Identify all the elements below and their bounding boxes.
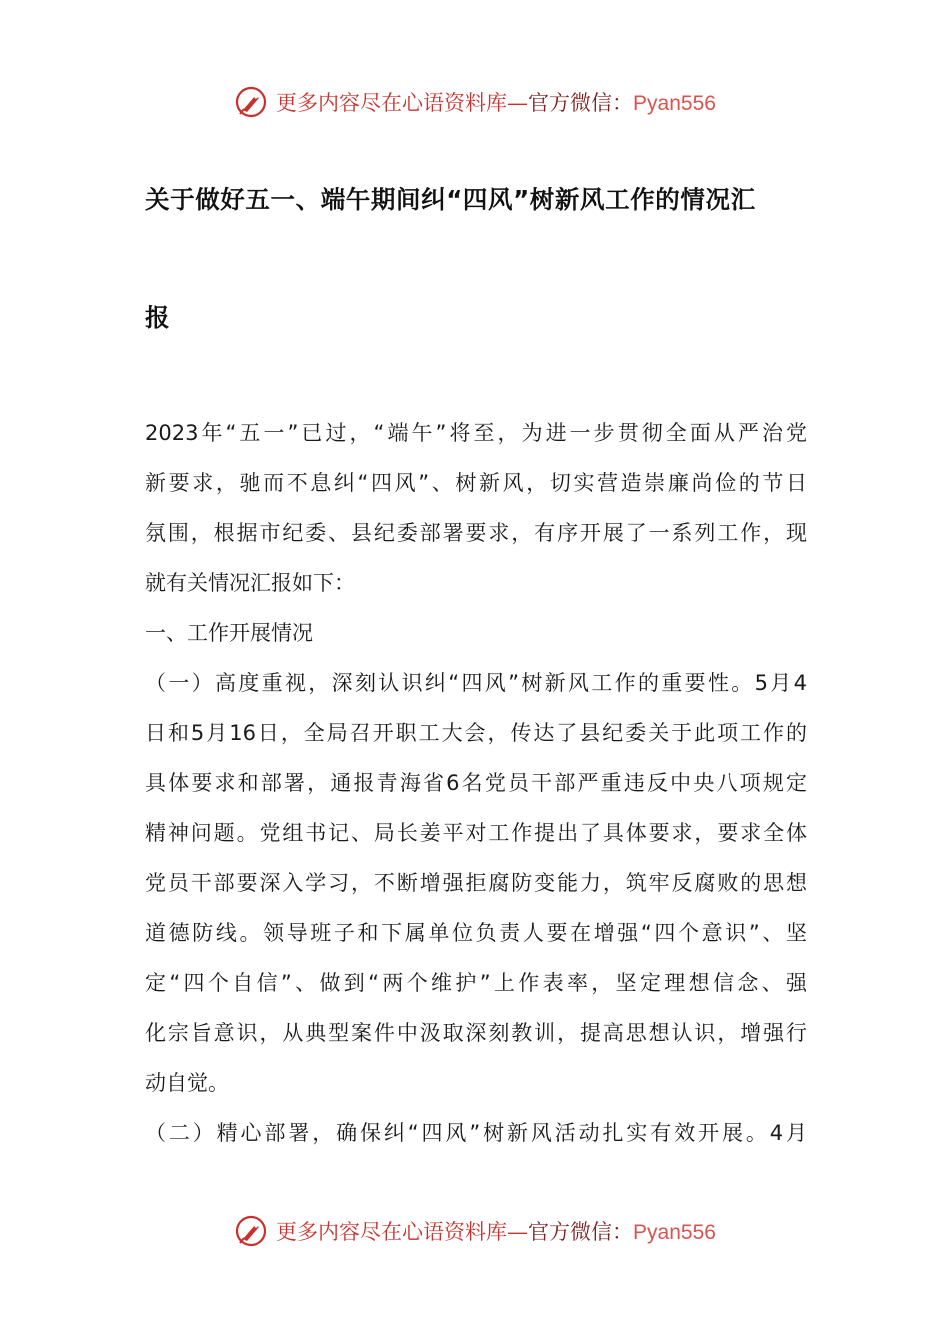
watermark-wechat-id: Pyan556 bbox=[633, 92, 716, 115]
body-line: 氛围，根据市纪委、县纪委部署要求，有序开展了一系列工作，现 bbox=[145, 521, 807, 545]
header-watermark bbox=[0, 82, 950, 122]
document-title-line-2: 报 bbox=[145, 303, 170, 332]
watermark-official-label: 官方微信： bbox=[528, 91, 634, 115]
body-line: 就有关情况汇报如下： bbox=[145, 571, 355, 595]
body-line: 日和5月16日，全局召开职工大会，传达了县纪委关于此项工作的 bbox=[145, 721, 807, 745]
pen-nib-logo-icon bbox=[234, 1214, 268, 1248]
body-line: 道德防线。领导班子和下属单位负责人要在增强“四个意识”、坚 bbox=[145, 921, 807, 945]
watermark-dash: — bbox=[507, 1220, 529, 1244]
watermark-official-label: 官方微信： bbox=[528, 1220, 634, 1244]
watermark-brand: 更多内容尽在心语资料库 bbox=[276, 1220, 508, 1244]
body-line: 具体要求和部署，通报青海省6名党员干部严重违反中央八项规定 bbox=[145, 771, 807, 795]
section-heading: 一、工作开展情况 bbox=[145, 621, 313, 645]
body-line: （一）高度重视，深刻认识纠“四风”树新风工作的重要性。5月4 bbox=[145, 671, 807, 695]
footer-watermark bbox=[0, 1211, 950, 1251]
watermark-brand: 更多内容尽在心语资料库 bbox=[276, 91, 508, 115]
watermark-wechat-id: Pyan556 bbox=[633, 1221, 716, 1244]
body-line: 动自觉。 bbox=[145, 1071, 229, 1095]
pen-nib-logo-icon bbox=[234, 85, 268, 119]
body-line: 新要求，驰而不息纠“四风”、树新风，切实营造崇廉尚俭的节日 bbox=[145, 471, 807, 495]
body-line: 化宗旨意识，从典型案件中汲取深刻教训，提高思想认识，增强行 bbox=[145, 1021, 807, 1045]
watermark-text bbox=[276, 87, 716, 117]
document-title-line-1: 关于做好五一、端午期间纠“四风”树新风工作的情况汇 bbox=[145, 185, 756, 214]
body-line: 定“四个自信”、做到“两个维护”上作表率，坚定理想信念、强 bbox=[145, 971, 807, 995]
watermark-dash: — bbox=[507, 91, 529, 115]
watermark-text bbox=[276, 1216, 716, 1246]
document-body bbox=[145, 413, 807, 1163]
body-line: 党员干部要深入学习，不断增强拒腐防变能力，筑牢反腐败的思想 bbox=[145, 871, 807, 895]
body-line: 精神问题。党组书记、局长姜平对工作提出了具体要求，要求全体 bbox=[145, 821, 807, 845]
body-line: 2023年“五一”已过，“端午”将至，为进一步贯彻全面从严治党 bbox=[145, 421, 807, 445]
body-line: （二）精心部署，确保纠“四风”树新风活动扎实有效开展。4月 bbox=[145, 1121, 807, 1145]
